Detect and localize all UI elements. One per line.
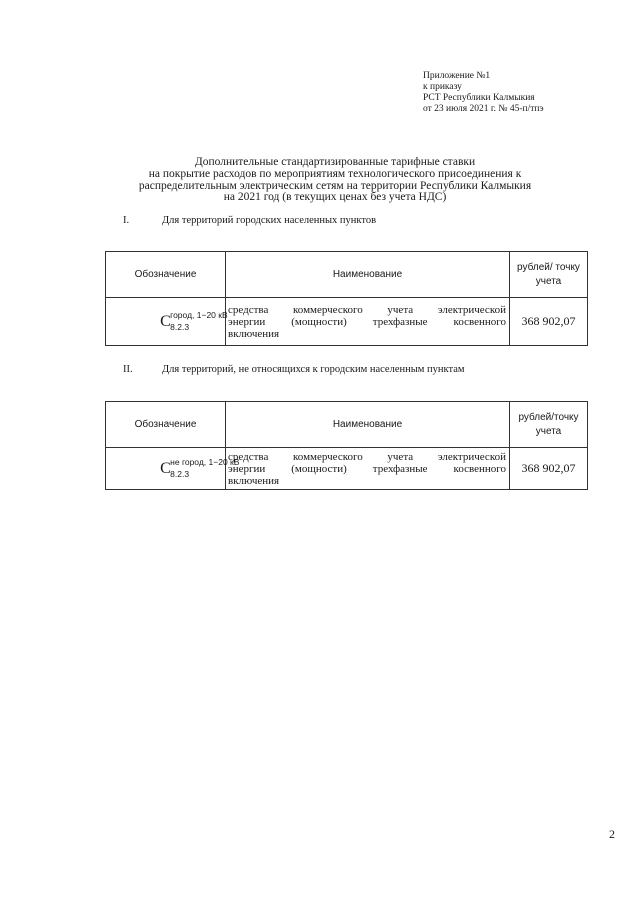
row-value: 368 902,07: [510, 448, 588, 490]
document-title: [100, 157, 570, 204]
attachment-line: от 23 июля 2021 г. № 45-п/тпэ: [423, 104, 544, 114]
header-designation: Обозначение: [106, 402, 226, 448]
header-name: Наименование: [226, 402, 510, 448]
description-line: включения: [228, 475, 280, 487]
table-header-row: [106, 402, 588, 448]
description-line: средства коммерческого учета электрической: [228, 304, 506, 316]
header-name: Наименование: [226, 252, 510, 298]
title-line: на покрытие расходов по мероприятиям технологического присоединения к: [148, 167, 522, 180]
description-line: средства коммерческого учета электрической: [228, 451, 506, 463]
tariff-code: [160, 456, 240, 479]
description-line: энергии (мощности) трехфазные косвенного: [228, 463, 506, 475]
tariff-table-1: [105, 251, 588, 346]
description-line: включения: [228, 328, 280, 340]
table-row: [106, 298, 588, 346]
header-unit: рублей/ точку учета: [510, 252, 588, 298]
tariff-table-2: [105, 401, 588, 490]
code-superscript: не город, 1−20 кВ: [170, 456, 240, 467]
title-line: распределительным электрическим сетям на территории Республики Калмыкия: [138, 179, 532, 192]
attachment-line: Приложение №1: [423, 71, 491, 81]
description-line: энергии (мощности) трехфазные косвенного: [228, 316, 506, 328]
table-header-row: [106, 252, 588, 298]
section-number: I.: [123, 215, 130, 226]
designation-code: [106, 448, 240, 490]
attachment-line: к приказу: [423, 82, 462, 92]
page-number: 2: [609, 827, 615, 841]
code-base: C: [160, 312, 171, 330]
section-heading-text: Для территорий, не относящихся к городским населенным пунктам: [162, 364, 465, 375]
row-description: [226, 448, 510, 490]
code-subscript: 8.2.3: [170, 321, 190, 332]
section-heading-text: Для территорий городских населенных пунктов: [162, 215, 377, 226]
title-line: Дополнительные стандартизированные тарифные ставки: [194, 156, 476, 168]
title-line: на 2021 год (в текущих ценах без учета НДС): [223, 191, 447, 204]
table-row: [106, 448, 588, 490]
code-superscript: город, 1−20 кВ: [170, 309, 228, 320]
header-unit: рублей/точку учета: [510, 402, 588, 448]
header-designation: Обозначение: [106, 252, 226, 298]
designation-code: [106, 298, 226, 346]
section-number: II.: [123, 364, 133, 375]
attachment-line: РСТ Республики Калмыкия: [423, 93, 535, 103]
code-base: C: [160, 459, 171, 477]
tariff-code: [160, 309, 228, 332]
attachment-header: [423, 71, 544, 115]
code-subscript: 8.2.3: [170, 468, 190, 479]
row-value: 368 902,07: [510, 298, 588, 346]
row-description: [226, 298, 510, 346]
